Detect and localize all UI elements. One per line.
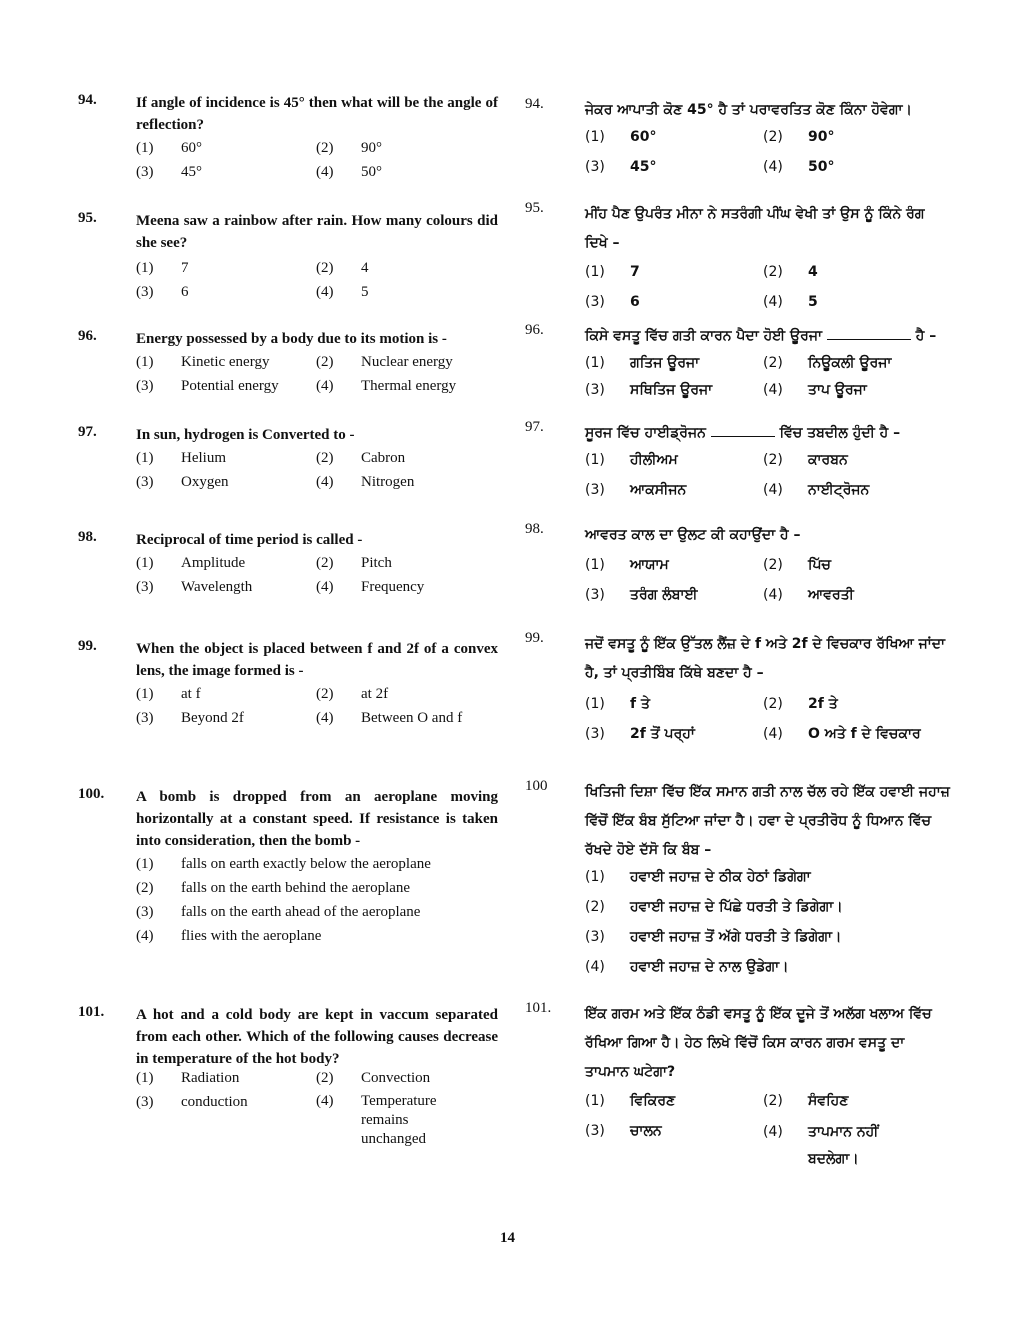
question-98-pa bbox=[525, 521, 950, 612]
question-number: 99. bbox=[78, 638, 97, 654]
option-text: O ਅਤੇ f ਦੇ ਵਿਚਕਾਰ bbox=[808, 726, 921, 742]
answer-blank bbox=[711, 422, 775, 437]
question-text-part: ਵਿੱਚ ਤਬਦੀਲ ਹੁੰਦੀ ਹੈ – bbox=[779, 425, 901, 441]
option-number: (2) bbox=[316, 555, 334, 571]
option-text: Cabron bbox=[361, 450, 406, 466]
option-text: at 2f bbox=[361, 686, 389, 702]
question-number: 98. bbox=[525, 521, 544, 537]
question-text bbox=[585, 419, 950, 448]
option-text: Beyond 2f bbox=[181, 710, 244, 726]
question-98-en bbox=[78, 529, 498, 603]
option-number: (3) bbox=[136, 1094, 154, 1110]
option-number: (1) bbox=[136, 260, 154, 276]
option-text: Between O and f bbox=[361, 710, 463, 726]
question-text: In sun, hydrogen is Converted to - bbox=[136, 427, 355, 443]
option-number: (2) bbox=[585, 899, 605, 915]
option-number: (3) bbox=[136, 378, 154, 394]
option-text: falls on earth exactly below the aeroplane bbox=[181, 856, 431, 872]
option-text: ਵਿਕਿਰਣ bbox=[630, 1093, 676, 1109]
option-number: (4) bbox=[136, 928, 154, 944]
option-number: (4) bbox=[316, 710, 334, 726]
option-text: at f bbox=[181, 686, 201, 702]
option-number: (2) bbox=[763, 557, 783, 573]
question-text: ਜੇਕਰ ਆਪਾਤੀ ਕੋਣ 45° ਹੈ ਤਾਂ ਪਰਾਵਰਤਿਤ ਕੋਣ ਕਿੰਨਾ ਹੋਵੇਗਾ। bbox=[585, 102, 912, 118]
option-text: 45° bbox=[630, 159, 657, 175]
option-text: ਹਵਾਈ ਜਹਾਜ਼ ਤੋਂ ਅੱਗੇ ਧਰਤੀ ਤੇ ਡਿਗੇਗਾ। bbox=[630, 929, 842, 945]
question-number: 95. bbox=[78, 210, 97, 226]
question-text: ਖਿਤਿਜੀ ਦਿਸ਼ਾ ਵਿੱਚ ਇੱਕ ਸਮਾਨ ਗਤੀ ਨਾਲ ਚੱਲ ਰਹੇ ਇੱਕ ਹਵਾਈ ਜਹਾਜ਼ ਵਿੱਚੋਂ ਇੱਕ ਬੰਬ ਸੁੱਟਿਆ ਜਾਂਦਾ ਹੈ। ਹਵਾ ਦੇ ਪ੍ਰਤੀਰੋਧ ਨੂੰ ਧਿਆਨ ਵਿੱਚ ਰੱਖਦੇ ਹੋਏ ਦੱਸੋ ਕਿ ਬੰਬ – bbox=[585, 784, 950, 858]
option-text: 90° bbox=[808, 129, 835, 145]
option-text: ਹਵਾਈ ਜਹਾਜ਼ ਦੇ ਨਾਲ ਉਡੇਗਾ। bbox=[630, 959, 789, 975]
option-number: (4) bbox=[316, 1093, 334, 1109]
question-number: 96. bbox=[525, 322, 544, 338]
option-text: ਗਤਿਜ ਊਰਜਾ bbox=[630, 355, 700, 371]
option-text: Wavelength bbox=[181, 579, 253, 595]
option-text: 4 bbox=[361, 260, 369, 276]
option-number: (3) bbox=[136, 904, 154, 920]
option-number: (1) bbox=[585, 264, 605, 280]
option-text: 7 bbox=[630, 264, 640, 280]
option-text: 60° bbox=[630, 129, 657, 145]
option-text: ਹਵਾਈ ਜਹਾਜ਼ ਦੇ ਪਿੱਛੇ ਧਰਤੀ ਤੇ ਡਿਗੇਗਾ। bbox=[630, 899, 843, 915]
question-text: ਇੱਕ ਗਰਮ ਅਤੇ ਇੱਕ ਠੰਡੀ ਵਸਤੂ ਨੂੰ ਇੱਕ ਦੂਜੇ ਤੋਂ ਅਲੱਗ ਖਲਾਅ ਵਿੱਚ ਰੱਖਿਆ ਗਿਆ ਹੈ। ਹੇਠ ਲਿਖੇ ਵਿੱਚੋਂ ਕਿਸ ਕਾਰਨ ਗਰਮ ਵਸਤੂ ਦਾ ਤਾਪਮਾਨ ਘਟੇਗਾ? bbox=[585, 1006, 932, 1080]
question-number: 95. bbox=[525, 200, 544, 216]
question-text: ਜਦੋਂ ਵਸਤੂ ਨੂੰ ਇੱਕ ਉੱਤਲ ਲੈਂਜ਼ ਦੇ f ਅਤੇ 2f ਦੇ ਵਿਚਕਾਰ ਰੱਖਿਆ ਜਾਂਦਾ ਹੈ, ਤਾਂ ਪ੍ਰਤੀਬਿੰਬ ਕਿੱਥੇ ਬਣਦਾ ਹੈ – bbox=[585, 636, 946, 681]
question-text-part: ਹੈ – bbox=[915, 328, 937, 344]
option-text: ਪਿੱਚ bbox=[808, 557, 831, 573]
option-number: (1) bbox=[585, 1093, 605, 1109]
question-text-part: ਸੂਰਜ ਵਿੱਚ ਹਾਈਡ੍ਰੋਜਨ bbox=[585, 425, 706, 441]
option-text: Potential energy bbox=[181, 378, 279, 394]
option-number: (4) bbox=[763, 382, 783, 398]
option-text: flies with the aeroplane bbox=[181, 928, 322, 944]
question-number: 101. bbox=[78, 1004, 105, 1020]
question-number: 100 bbox=[525, 778, 548, 794]
option-number: (4) bbox=[316, 164, 334, 180]
option-text: 4 bbox=[808, 264, 818, 280]
option-text: ਆਵਰਤੀ bbox=[808, 587, 854, 603]
option-text: ਤਰੰਗ ਲੰਬਾਈ bbox=[630, 587, 698, 603]
option-text: ਆਕਸੀਜਨ bbox=[630, 482, 687, 498]
option-text: f ਤੇ bbox=[630, 696, 650, 712]
option-number: (4) bbox=[763, 1124, 783, 1140]
option-number: (3) bbox=[136, 710, 154, 726]
option-text: ਹੀਲੀਅਮ bbox=[630, 452, 678, 468]
option-text: falls on the earth ahead of the aeroplane bbox=[181, 904, 421, 920]
option-text: 45° bbox=[181, 164, 202, 180]
option-number: (3) bbox=[585, 929, 605, 945]
option-number: (4) bbox=[316, 474, 334, 490]
option-number: (3) bbox=[585, 726, 605, 742]
option-number: (4) bbox=[316, 378, 334, 394]
option-text: 7 bbox=[181, 260, 189, 276]
option-text: ਨਿਊਕਲੀ ਊਰਜਾ bbox=[808, 355, 892, 371]
option-number: (2) bbox=[316, 260, 334, 276]
question-text: A bomb is dropped from an aeroplane moving horizontally at a constant speed. If resistance is taken into consideration, then the bomb - bbox=[136, 789, 498, 849]
question-text: If angle of incidence is 45° then what will be the angle of reflection? bbox=[136, 95, 498, 133]
option-number: (1) bbox=[585, 869, 605, 885]
option-number: (4) bbox=[763, 294, 783, 310]
question-text: Reciprocal of time period is called - bbox=[136, 532, 363, 548]
question-99-en bbox=[78, 638, 498, 734]
question-text: Meena saw a rainbow after rain. How many colours did she see? bbox=[136, 213, 498, 251]
page-number: 14 bbox=[500, 1230, 515, 1246]
question-95-pa bbox=[525, 200, 950, 318]
option-number: (1) bbox=[585, 355, 605, 371]
question-number: 101. bbox=[525, 1000, 552, 1016]
question-text: ਮੀਂਹ ਪੈਣ ਉਪਰੰਤ ਮੀਨਾ ਨੇ ਸਤਰੰਗੀ ਪੀਂਘ ਵੇਖੀ ਤਾਂ ਉਸ ਨੂੰ ਕਿੰਨੇ ਰੰਗ ਦਿਖੇ – bbox=[585, 206, 925, 251]
option-text: ਸੰਵਹਿਣ bbox=[808, 1093, 849, 1109]
question-94-pa bbox=[525, 96, 950, 185]
option-number: (1) bbox=[136, 1070, 154, 1086]
option-text: Radiation bbox=[181, 1070, 240, 1086]
question-number: 94. bbox=[525, 96, 544, 112]
option-text: 2f ਤੋਂ ਪਰ੍ਹਾਂ bbox=[630, 726, 695, 742]
question-number: 97. bbox=[525, 419, 544, 435]
option-number: (2) bbox=[763, 696, 783, 712]
option-text: Thermal energy bbox=[361, 378, 457, 394]
option-number: (1) bbox=[136, 555, 154, 571]
option-number: (2) bbox=[316, 140, 334, 156]
option-text: 2f ਤੇ bbox=[808, 696, 838, 712]
question-100-en bbox=[78, 786, 498, 952]
option-number: (1) bbox=[585, 129, 605, 145]
option-number: (1) bbox=[136, 856, 154, 872]
option-text: 60° bbox=[181, 140, 202, 156]
option-text: 50° bbox=[361, 164, 382, 180]
option-text: 90° bbox=[361, 140, 382, 156]
option-number: (1) bbox=[585, 452, 605, 468]
option-text: 6 bbox=[181, 284, 189, 300]
option-text: ਚਾਲਨ bbox=[630, 1123, 662, 1139]
option-text: conduction bbox=[181, 1094, 248, 1110]
question-number: 96. bbox=[78, 328, 97, 344]
option-number: (3) bbox=[136, 284, 154, 300]
option-text: Convection bbox=[361, 1070, 431, 1086]
option-number: (3) bbox=[585, 159, 605, 175]
option-text: Oxygen bbox=[181, 474, 229, 490]
option-text: ਤਾਪਮਾਨ ਨਹੀਂ ਬਦਲੇਗਾ। bbox=[808, 1124, 879, 1167]
option-number: (1) bbox=[136, 450, 154, 466]
option-number: (2) bbox=[316, 354, 334, 370]
option-text: falls on the earth behind the aeroplane bbox=[181, 880, 411, 896]
option-number: (1) bbox=[136, 686, 154, 702]
option-number: (4) bbox=[763, 482, 783, 498]
option-number: (3) bbox=[585, 294, 605, 310]
question-96-en bbox=[78, 328, 498, 402]
option-number: (2) bbox=[136, 880, 154, 896]
option-number: (1) bbox=[136, 140, 154, 156]
option-number: (2) bbox=[763, 1093, 783, 1109]
option-number: (1) bbox=[585, 696, 605, 712]
question-text: Energy possessed by a body due to its motion is - bbox=[136, 331, 447, 347]
option-text: 5 bbox=[808, 294, 818, 310]
question-97-pa bbox=[525, 419, 950, 508]
question-99-pa bbox=[525, 630, 950, 750]
option-number: (2) bbox=[763, 452, 783, 468]
option-number: (4) bbox=[585, 959, 605, 975]
option-number: (1) bbox=[136, 354, 154, 370]
question-number: 97. bbox=[78, 424, 97, 440]
option-number: (4) bbox=[316, 284, 334, 300]
answer-blank bbox=[827, 325, 911, 340]
question-text bbox=[585, 322, 950, 351]
question-97-en bbox=[78, 424, 498, 498]
question-number: 98. bbox=[78, 529, 97, 545]
option-text: Temperature remains unchanged bbox=[361, 1093, 437, 1147]
option-text: Pitch bbox=[361, 555, 392, 571]
question-text: When the object is placed between f and 2f of a convex lens, the image formed is - bbox=[136, 641, 498, 679]
option-text: ਕਾਰਬਨ bbox=[808, 452, 848, 468]
option-text: Frequency bbox=[361, 579, 425, 595]
option-number: (2) bbox=[316, 1070, 334, 1086]
option-number: (2) bbox=[316, 450, 334, 466]
question-number: 99. bbox=[525, 630, 544, 646]
question-text: ਆਵਰਤ ਕਾਲ ਦਾ ਉਲਟ ਕੀ ਕਹਾਉਂਦਾ ਹੈ – bbox=[585, 527, 801, 543]
question-text-part: ਕਿਸੇ ਵਸਤੂ ਵਿੱਚ ਗਤੀ ਕਾਰਨ ਪੈਦਾ ਹੋਈ ਊਰਜਾ bbox=[585, 328, 822, 344]
question-95-en bbox=[78, 210, 498, 306]
question-100-pa bbox=[525, 778, 950, 985]
question-96-pa bbox=[525, 322, 950, 407]
question-101-pa bbox=[525, 1000, 950, 1167]
question-94-en bbox=[78, 92, 498, 188]
option-text: Amplitude bbox=[181, 555, 246, 571]
option-text: 6 bbox=[630, 294, 640, 310]
option-number: (4) bbox=[763, 726, 783, 742]
option-number: (3) bbox=[136, 474, 154, 490]
option-text: ਤਾਪ ਊਰਜਾ bbox=[808, 382, 867, 398]
question-101-en bbox=[78, 1004, 498, 1147]
option-number: (2) bbox=[763, 264, 783, 280]
option-number: (4) bbox=[763, 159, 783, 175]
option-number: (2) bbox=[316, 686, 334, 702]
option-text: Kinetic energy bbox=[181, 354, 270, 370]
option-number: (4) bbox=[316, 579, 334, 595]
option-text: ਸਥਿਤਿਜ ਊਰਜਾ bbox=[630, 382, 713, 398]
option-text: Helium bbox=[181, 450, 226, 466]
option-number: (3) bbox=[136, 164, 154, 180]
option-text: ਨਾਈਟ੍ਰੋਜਨ bbox=[808, 482, 870, 498]
option-number: (3) bbox=[136, 579, 154, 595]
option-text: Nuclear energy bbox=[361, 354, 453, 370]
question-text: A hot and a cold body are kept in vaccum separated from each other. Which of the following causes decrease in temperature of the hot body? bbox=[136, 1007, 498, 1067]
question-number: 94. bbox=[78, 92, 97, 108]
option-number: (4) bbox=[763, 587, 783, 603]
question-number: 100. bbox=[78, 786, 105, 802]
option-text: 50° bbox=[808, 159, 835, 175]
option-number: (2) bbox=[763, 129, 783, 145]
option-number: (3) bbox=[585, 382, 605, 398]
option-text: Nitrogen bbox=[361, 474, 415, 490]
option-number: (2) bbox=[763, 355, 783, 371]
option-text: ਆਯਾਮ bbox=[630, 557, 669, 573]
option-text: 5 bbox=[361, 284, 369, 300]
option-number: (3) bbox=[585, 587, 605, 603]
option-number: (3) bbox=[585, 482, 605, 498]
option-number: (3) bbox=[585, 1123, 605, 1139]
option-number: (1) bbox=[585, 557, 605, 573]
option-text: ਹਵਾਈ ਜਹਾਜ਼ ਦੇ ਠੀਕ ਹੇਠਾਂ ਡਿਗੇਗਾ bbox=[630, 869, 811, 885]
